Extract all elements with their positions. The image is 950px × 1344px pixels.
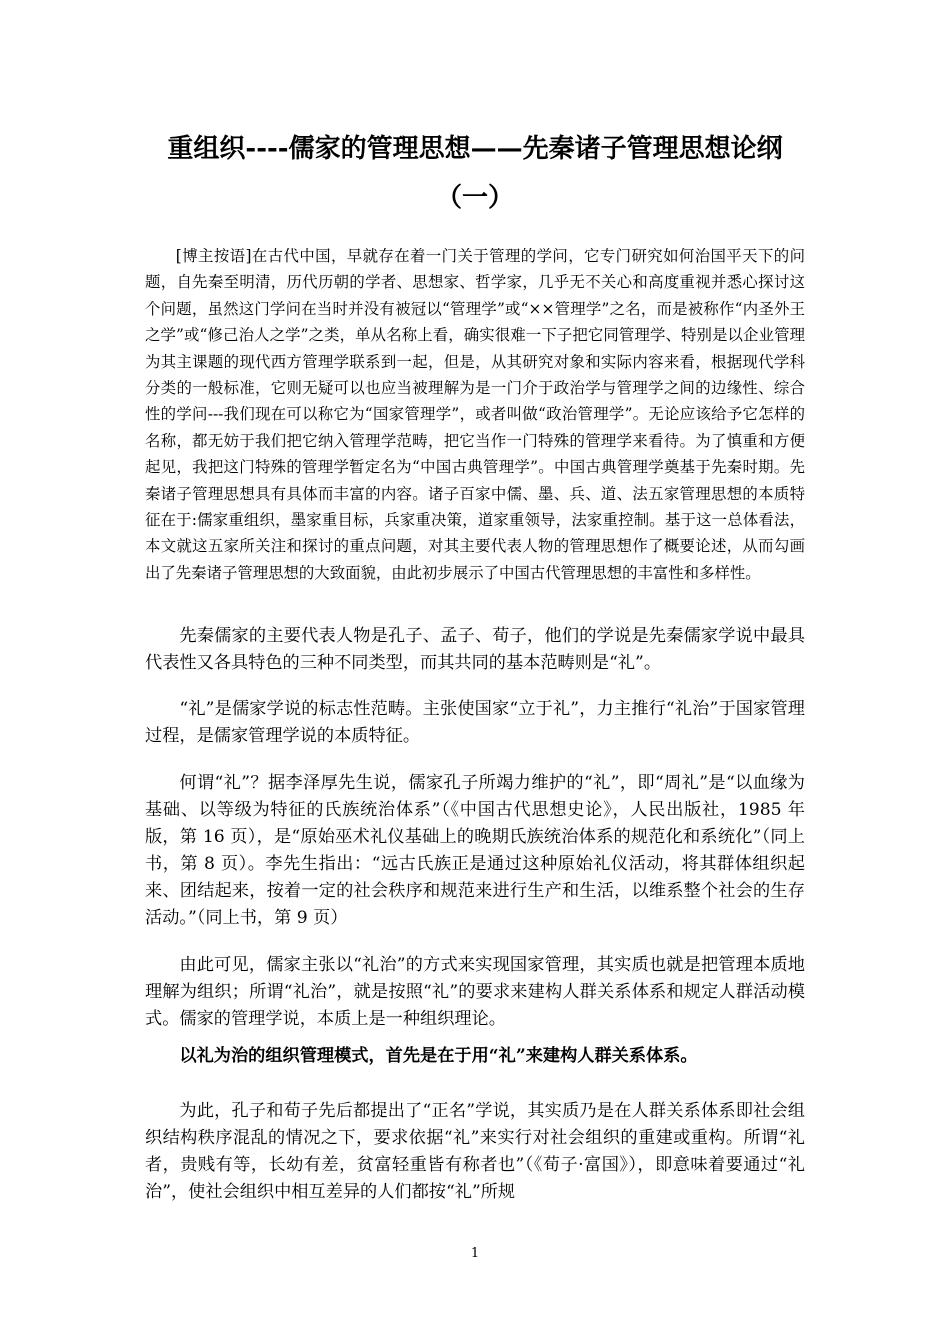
blogger-note-paragraph: [博主按语]在古代中国，早就存在着一门关于管理的学问，它专门研究如何治国平天下的问题，自先秦至明清，历代历朝的学者、思想家、哲学家，几乎无不关心和高度重视并悉心探讨这个问题，虽然这门学问在当时并没有被冠以“管理学”或“××管理学”之名，而是被称作“内圣外王之学”或“修己治人之学”之类，单从名称上看，确实很难一下子把它同管理学、特别是以企业管理为其主课题的现代西方管理学联系到一起，但是，从其研究对象和实际内容来看，根据现代学科分类的一般标准，它则无疑可以也应当被理解为是一门介于政治学与管理学之间的边缘性、综合性的学问---我们现在可以称它为“国家管理学”，或者叫做“政治管理学”。无论应该给予它怎样的名称，都无妨于我们把它纳入管理学范畴，把它当作一门特殊的管理学来看待。为了慎重和方便起见，我把这门特殊的管理学暂定名为“中国古典管理学”。中国古典管理学奠基于先秦时期。先秦诸子管理思想具有具体而丰富的内容。诸子百家中儒、墨、兵、道、法五家管理思想的本质特征在于:儒家重组织，墨家重目标，兵家重决策，道家重领导，法家重控制。基于这一总体看法，本文就这五家所关注和探讨的重点问题，对其主要代表人物的管理思想作了概要论述，从而勾画出了先秦诸子管理思想的大致面貌，由此初步展示了中国古代管理思想的丰富性和多样性。 [145, 247, 805, 582]
body-paragraph-3: 何谓“礼”？据李泽厚先生说，儒家孔子所竭力维护的“礼”，即“周礼”是“以血缘为基础、以等级为特征的氏族统治体系”（《中国古代思想史论》，人民出版社，1985 年版，第 16 页），是“原始巫术礼仪基础上的晚期氏族统治体系的规范化和系统化”（同上书，第 8 页）。李先生指出：“远古氏族正是通过这种原始礼仪活动，将其群体组织起来、团结起来，按着一定的社会秩序和规范来进行生产和生活，以维系整个社会的生存活动。”（同上书，第 9 页） [145, 773, 805, 928]
page-number: 1 [470, 1246, 480, 1261]
document-title: 重组织----儒家的管理思想——先秦诸子管理思想论纲 [167, 134, 783, 164]
body-paragraph-4: 由此可见，儒家主张以“礼治”的方式来实现国家管理，其实质也就是把管理本质地理解为组织；所谓“礼治”，就是按照“礼”的要求来建构人群关系体系和规定人群活动模式。儒家的管理学说，本质上是一种组织理论。 [145, 955, 805, 1029]
body-paragraph-1: 先秦儒家的主要代表人物是孔子、孟子、荀子，他们的学说是先秦儒家学说中最具代表性又各具特色的三种不同类型，而其共同的基本范畴则是“礼”。 [145, 626, 805, 673]
body-paragraph-5: 为此，孔子和荀子先后都提出了“正名”学说，其实质乃是在人群关系体系即社会组织结构秩序混乱的情况之下，要求依据“礼”来实行对社会组织的重建或重构。所谓“礼者，贵贱有等，长幼有差，贫富轻重皆有称者也”（《荀子·富国》），即意味着要通过“礼治”，使社会组织中相互差异的人们都按“礼”所规 [145, 1101, 805, 1202]
section-heading: 以礼为治的组织管理模式，首先是在于用“礼”来建构人群关系体系。 [179, 1046, 698, 1066]
body-paragraph-2: “礼”是儒家学说的标志性范畴。主张使国家“立于礼”，力主推行“礼治”于国家管理过程，是儒家管理学说的本质特征。 [145, 699, 805, 746]
document-subtitle: （一） [435, 183, 514, 213]
